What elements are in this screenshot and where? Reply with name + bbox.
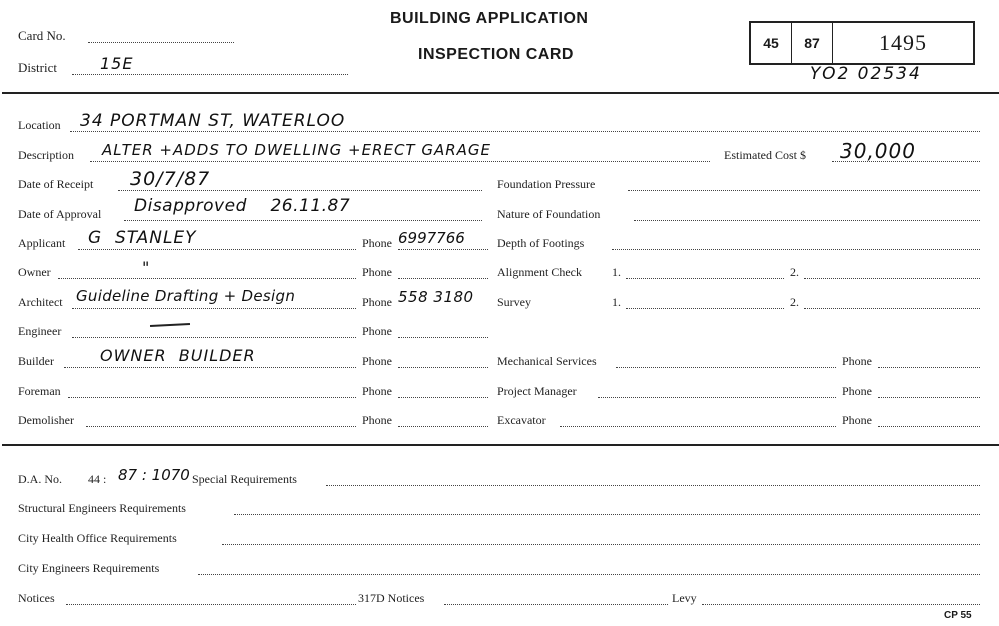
mechanical-phone-label: Phone — [842, 354, 872, 368]
da-number-label: D.A. No. — [18, 472, 62, 486]
builder-phone-field-line — [398, 367, 488, 368]
project-manager-label: Project Manager — [497, 384, 577, 398]
district-field-line — [72, 74, 348, 75]
levy-field-line — [702, 604, 980, 605]
architect-field-line — [72, 308, 356, 309]
location-field-line — [70, 131, 980, 132]
form-code: CP 55 — [944, 610, 972, 621]
card-no-label: Card No. — [18, 28, 66, 43]
builder-field-line — [64, 367, 356, 368]
da-number-value[interactable]: 87 : 1070 — [118, 466, 190, 484]
form-title-line2: INSPECTION CARD — [418, 46, 574, 63]
district-value[interactable]: 15E — [100, 54, 134, 73]
alignment-check-2-label: 2. — [790, 265, 799, 279]
excavator-label: Excavator — [497, 413, 546, 427]
engineer-phone-label: Phone — [362, 324, 392, 338]
mechanical-phone-field-line — [878, 367, 980, 368]
da-number-prefix: 44 : — [88, 472, 107, 486]
survey-label: Survey — [497, 295, 531, 309]
demolisher-phone-label: Phone — [362, 413, 392, 427]
demolisher-field-line — [86, 426, 356, 427]
demolisher-phone-field-line — [398, 426, 488, 427]
date-approval-label: Date of Approval — [18, 207, 102, 221]
form-title-line1: BUILDING APPLICATION — [390, 10, 589, 27]
special-requirements-field-line — [326, 485, 980, 486]
city-health-field-line — [222, 544, 980, 545]
project-manager-field-line — [598, 397, 836, 398]
description-label: Description — [18, 148, 74, 162]
excavator-phone-field-line — [878, 426, 980, 427]
applicant-label: Applicant — [18, 236, 66, 250]
applicant-phone-label: Phone — [362, 236, 392, 250]
owner-phone-label: Phone — [362, 265, 392, 279]
location-label: Location — [18, 118, 61, 132]
foundation-pressure-field-line — [628, 190, 980, 191]
foundation-pressure-label: Foundation Pressure — [497, 177, 596, 191]
applicant-value[interactable]: G STANLEY — [88, 228, 197, 248]
demolisher-label: Demolisher — [18, 413, 74, 427]
notices-317d-field-line — [444, 604, 668, 605]
architect-value[interactable]: Guideline Drafting + Design — [76, 287, 296, 305]
header-divider — [2, 92, 999, 94]
owner-field-line — [58, 278, 356, 279]
estimated-cost-field-line — [832, 161, 980, 162]
applicant-phone-field-line — [398, 249, 488, 250]
survey-1-label: 1. — [612, 295, 621, 309]
date-approval-value[interactable]: Disapproved 26.11.87 — [134, 196, 351, 216]
applicant-field-line — [78, 249, 356, 250]
foreman-phone-label: Phone — [362, 384, 392, 398]
mechanical-services-label: Mechanical Services — [497, 354, 597, 368]
special-requirements-label: Special Requirements — [192, 472, 297, 486]
excavator-field-line — [560, 426, 836, 427]
builder-value[interactable]: OWNER BUILDER — [100, 346, 256, 365]
survey-2-label: 2. — [790, 295, 799, 309]
engineer-label: Engineer — [18, 324, 62, 338]
box-cell-series: 45 — [751, 23, 792, 63]
mechanical-services-field-line — [616, 367, 836, 368]
alignment-check-label: Alignment Check — [497, 265, 582, 279]
city-engineers-label: City Engineers Requirements — [18, 561, 160, 575]
date-receipt-label: Date of Receipt — [18, 177, 94, 191]
architect-phone-value[interactable]: 558 3180 — [398, 288, 474, 306]
alignment-check-1-label: 1. — [612, 265, 621, 279]
engineer-phone-field-line — [398, 337, 488, 338]
project-manager-phone-field-line — [878, 397, 980, 398]
survey-1-field-line — [626, 308, 784, 309]
excavator-phone-label: Phone — [842, 413, 872, 427]
structural-engineers-field-line — [234, 514, 980, 515]
city-health-label: City Health Office Requirements — [18, 531, 177, 545]
nature-foundation-field-line — [634, 220, 980, 221]
description-field-line — [90, 161, 710, 162]
date-receipt-value[interactable]: 30/7/87 — [130, 168, 211, 190]
alignment-check-1-field-line — [626, 278, 784, 279]
foreman-phone-field-line — [398, 397, 488, 398]
description-value[interactable]: ALTER +ADDS TO DWELLING +ERECT GARAGE — [102, 141, 492, 159]
notices-label: Notices — [18, 591, 55, 605]
notices-317d-label: 317D Notices — [358, 591, 425, 605]
levy-label: Levy — [672, 591, 697, 605]
engineer-field-line — [72, 337, 356, 338]
notices-field-line — [66, 604, 356, 605]
structural-engineers-label: Structural Engineers Requirements — [18, 501, 186, 515]
applicant-phone-value[interactable]: 6997766 — [398, 229, 465, 247]
owner-value[interactable]: " — [142, 258, 151, 277]
city-engineers-field-line — [198, 574, 980, 575]
date-approval-field-line — [124, 220, 482, 221]
alignment-check-2-field-line — [804, 278, 980, 279]
location-value[interactable]: 34 PORTMAN ST, WATERLOO — [80, 111, 346, 131]
foreman-field-line — [68, 397, 356, 398]
foreman-label: Foreman — [18, 384, 61, 398]
card-number-box — [749, 21, 975, 65]
date-receipt-field-line — [118, 190, 482, 191]
estimated-cost-label: Estimated Cost $ — [724, 148, 806, 162]
project-manager-phone-label: Phone — [842, 384, 872, 398]
owner-phone-field-line — [398, 278, 488, 279]
builder-label: Builder — [18, 354, 54, 368]
architect-label: Architect — [18, 295, 63, 309]
box-cell-year: 87 — [792, 23, 833, 63]
estimated-cost-value[interactable]: 30,000 — [840, 139, 916, 163]
district-label: District — [18, 60, 57, 75]
owner-label: Owner — [18, 265, 51, 279]
handwritten-stroke — [150, 323, 190, 327]
builder-phone-label: Phone — [362, 354, 392, 368]
card-no-field-line — [88, 42, 234, 43]
depth-footings-label: Depth of Footings — [497, 236, 585, 250]
survey-2-field-line — [804, 308, 980, 309]
architect-phone-label: Phone — [362, 295, 392, 309]
depth-footings-field-line — [612, 249, 980, 250]
nature-foundation-label: Nature of Foundation — [497, 207, 601, 221]
box-cell-number: 1495 — [879, 30, 927, 55]
section-divider — [2, 444, 999, 446]
reference-number: YO2 02534 — [810, 64, 922, 84]
